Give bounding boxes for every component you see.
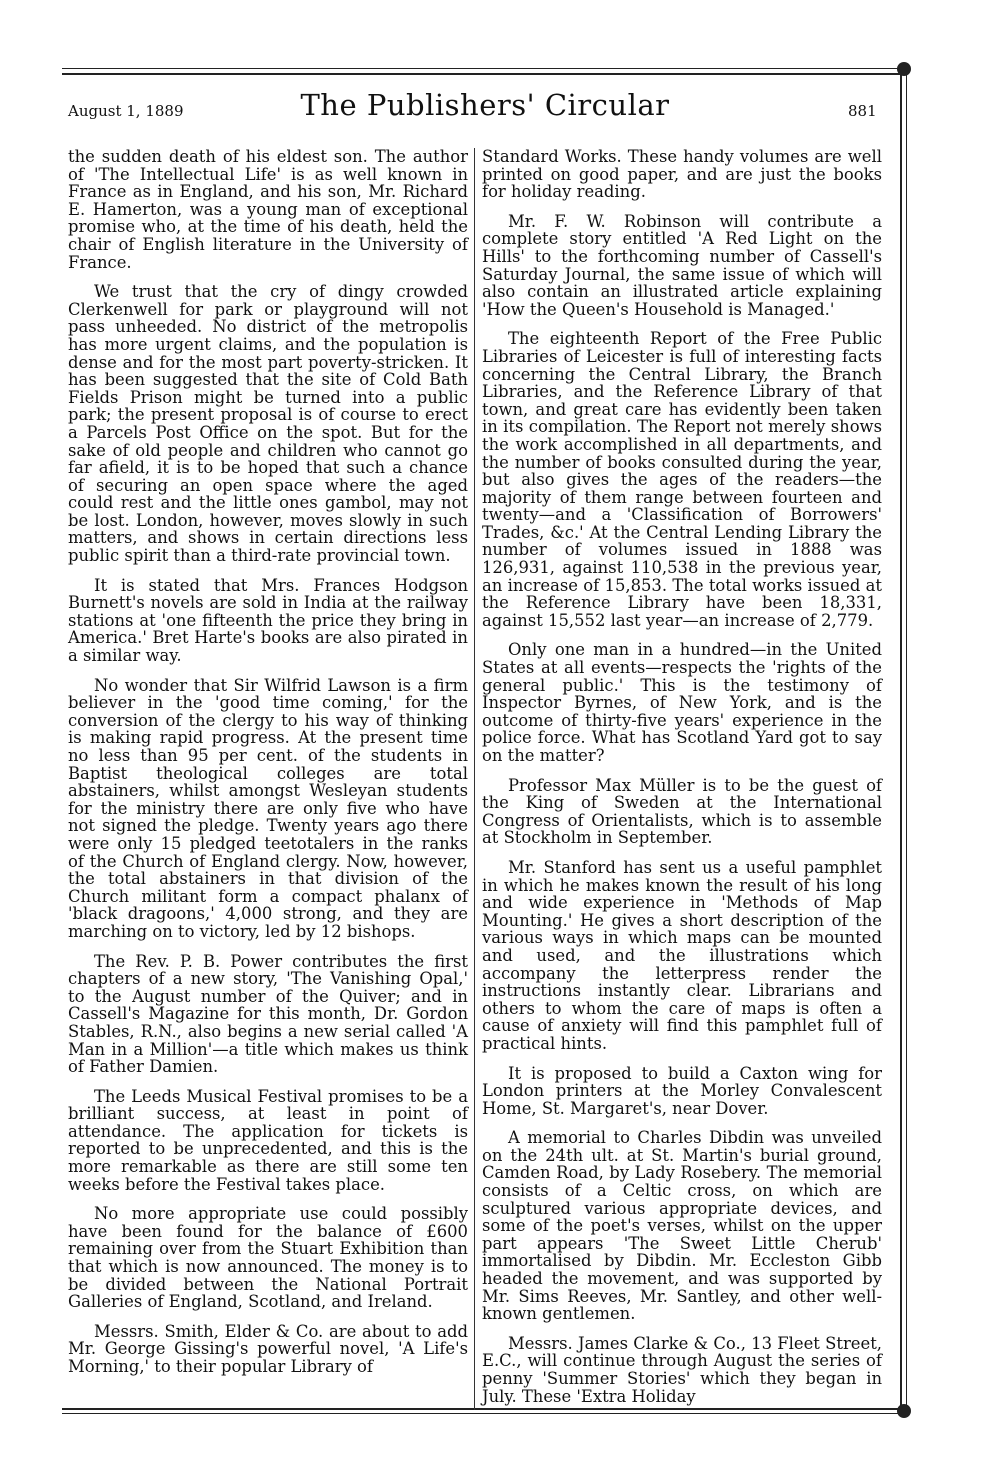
paragraph: Only one man in a hundred—in the United States at all events—respects the 'rights of the general public.' This is the testimony of Inspector Byrnes, of New York, and is the outcome of thirty-five years' experience in the police force. What has Scotland Yard got to say on the matter? bbox=[482, 640, 882, 765]
paragraph: The Leeds Musical Festival promises to be a brilliant success, at least in point of attendance. The application for tickets is reported to be unprecedented, and this is the more remarkable as there are still some ten weeks before the Festival takes place. bbox=[68, 1086, 468, 1194]
paragraph: It is proposed to build a Caxton wing for London printers at the Morley Convalescent Home, St. Margaret's, near Dover. bbox=[482, 1063, 882, 1118]
paragraph: The Rev. P. B. Power contributes the first chapters of a new story, 'The Vanishing Opal,' to the August number of the Quiver; and in Cassell's Magazine for this month, Dr. Gordon Stables, R.N., also begins a new serial called 'A Man in a Million'—a title which makes us think of Father Damien. bbox=[68, 951, 468, 1077]
corner-ornament-icon bbox=[897, 62, 911, 76]
column-divider bbox=[474, 148, 475, 1410]
paragraph: It is stated that Mrs. Frances Hodgson Burnett's novels are sold in India at the railway stations at 'one fifteenth the price they bring in America.' Bret Harte's books are also pirated in a similar way. bbox=[68, 575, 468, 666]
right-border-rule bbox=[900, 66, 902, 1416]
top-double-rule bbox=[62, 68, 900, 69]
issue-date: August 1, 1889 bbox=[68, 102, 184, 120]
paragraph: Mr. F. W. Robinson will contribute a complete story entitled 'A Red Light on the Hills' to the forthcoming number of Cassell's Saturday Journal, the same issue of which will also contain an illustrated article explaining 'How the Queen's Household is Managed.' bbox=[482, 211, 882, 319]
paragraph: No more appropriate use could possibly have been found for the balance of £600 remaining over from the Stuart Exhibition than that which is now announced. The money is to be divided between the National Portrait Galleries of England, Scotland, and Ireland. bbox=[68, 1204, 468, 1312]
left-column bbox=[68, 148, 468, 1388]
paragraph: Mr. Stanford has sent us a useful pamphlet in which he makes known the result of his long and wide experience in 'Methods of Map Mounting.' He gives a short description of the various ways in which maps can be mounted and used, and the illustrations which accompany the letterpress render the instructions instantly clear. Librarians and others to whom the care of maps is often a cause of anxiety will find this pamphlet full of practical hints. bbox=[482, 857, 882, 1053]
page-number: 881 bbox=[848, 102, 877, 120]
paragraph: No wonder that Sir Wilfrid Lawson is a firm believer in the 'good time coming,' for the conversion of the clergy to his way of thinking is making rapid progress. At the present time no less than 95 per cent. of the students in Baptist theological colleges are total abstainers, whilst amongst Wesleyan students for the ministry there are only five who have not signed the pledge. Twenty years ago there were only 15 pledged teetotalers in the ranks of the Church of England clergy. Now, however, the total abstainers in that division of the Church militant form a compact phalanx of 'black dragoons,' 4,000 strong, and they are marching on to victory, led by 12 bishops. bbox=[68, 675, 468, 941]
paragraph: We trust that the cry of dingy crowded Clerkenwell for park or playground will not pass unheeded. No district of the metropolis has more urgent claims, and the population is dense and for the most part poverty-stricken. It has been suggested that the site of Cold Bath Fields Prison might be turned into a public park; the present proposal is of course to erect a Parcels Post Office on the spot. But for the sake of old people and children who cannot go far afield, it is to be hoped that such a chance of securing an open space where the aged could rest and the little ones gambol, may not be lost. London, however, moves slowly in such matters, and shows in certain directions less public spirit than a third-rate provincial town. bbox=[68, 282, 468, 566]
top-double-rule-lower bbox=[62, 73, 900, 75]
paragraph: Messrs. James Clarke & Co., 13 Fleet Street, E.C., will continue through August the series of penny 'Summer Stories' which they began in July. These 'Extra Holiday bbox=[482, 1333, 882, 1406]
publication-title: The Publishers' Circular bbox=[300, 88, 670, 122]
right-border-rule-inner bbox=[906, 66, 907, 1416]
paragraph: A memorial to Charles Dibdin was unveiled on the 24th ult. at St. Martin's burial ground, Camden Road, by Lady Rosebery. The memorial consists of a Celtic cross, on which are sculptured various appropriate devices, and some of the poet's verses, whilst on the upper part appears 'The Sweet Little Cherub' immortalised by Dibdin. Mr. Eccleston Gibb headed the movement, and was supported by Mr. Sims Reeves, Mr. Santley, and other well-known gentlemen. bbox=[482, 1128, 882, 1324]
paragraph: the sudden death of his eldest son. The author of 'The Intellectual Life' is as well known in France as in England, and his son, Mr. Richard E. Hamerton, was a young man of exceptional promise who, at the time of his death, held the chair of English literature in the University of France. bbox=[68, 147, 468, 272]
right-column bbox=[482, 148, 882, 1417]
paragraph: The eighteenth Report of the Free Public Libraries of Leicester is full of interesting facts concerning the Central Library, the Branch Libraries, and the Reference Library of that town, and great care has evidently been taken in its compilation. The Report not merely shows the work accomplished in all departments, and the number of books consulted during the year, but also gives the ages of the readers—the majority of them range between fourteen and twenty—and a 'Classification of Borrowers' Trades, &c.' At the Central Lending Library the number of volumes issued in 1888 was 126,931, against 110,538 in the previous year, an increase of 15,853. The total works issued at the Reference Library have been 18,331, against 15,552 last year—an increase of 2,779. bbox=[482, 329, 882, 630]
paragraph: Messrs. Smith, Elder & Co. are about to add Mr. George Gissing's powerful novel, 'A Life's Morning,' to their popular Library of bbox=[68, 1321, 468, 1376]
corner-ornament-icon bbox=[897, 1404, 911, 1418]
paragraph: Professor Max Müller is to be the guest of the King of Sweden at the International Congress of Orientalists, which is to assemble at Stockholm in September. bbox=[482, 775, 882, 848]
paragraph: Standard Works. These handy volumes are well printed on good paper, and are just the books for holiday reading. bbox=[482, 147, 882, 202]
